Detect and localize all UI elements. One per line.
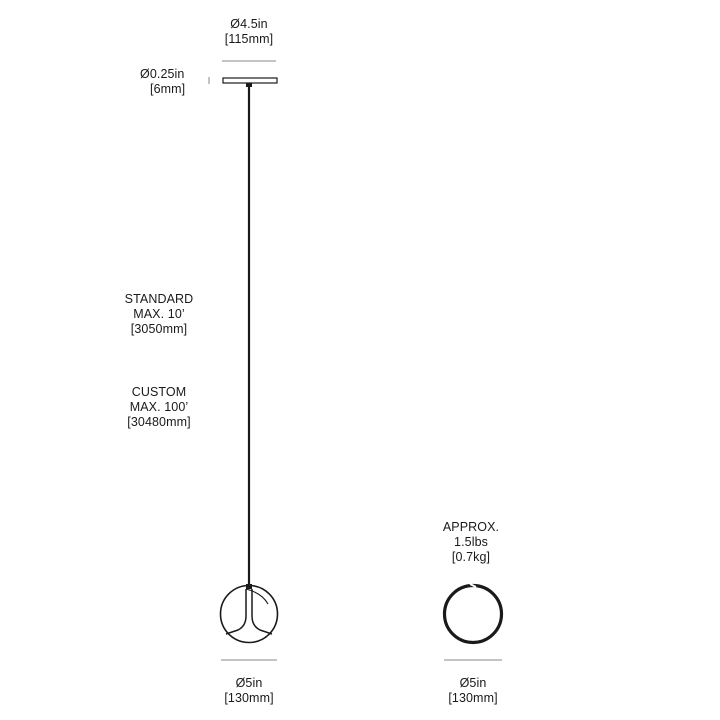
shade-side-diameter-in: Ø5in (459, 676, 487, 690)
standard-length-line2: MAX. 10’ (133, 307, 185, 321)
cable-diameter-mm: [6mm] (150, 82, 186, 96)
cable-diameter-in: Ø0.25in (140, 67, 185, 81)
shade-front-view (221, 586, 278, 643)
canopy-plate (223, 78, 277, 83)
shade-front-diameter-label (214, 676, 284, 706)
shade-side-diameter-label (438, 676, 508, 706)
weight-label (431, 520, 511, 565)
custom-length-label (114, 385, 204, 430)
standard-length-line1: STANDARD (124, 292, 194, 306)
canopy-diameter-in: Ø4.5in (230, 17, 268, 31)
shade-front-diameter-in: Ø5in (235, 676, 263, 690)
cable-diameter-label (140, 67, 202, 97)
standard-length-line3: [3050mm] (130, 322, 188, 336)
shade-side-diameter-mm: [130mm] (448, 691, 498, 705)
standard-length-label (114, 292, 204, 337)
shade-side-view (445, 584, 502, 643)
shade-front-diameter-mm: [130mm] (224, 691, 274, 705)
weight-line2: 1.5lbs (454, 535, 488, 549)
canopy-diameter-mm: [115mm] (224, 32, 274, 46)
weight-line1: APPROX. (442, 520, 500, 534)
custom-length-line2: MAX. 100’ (129, 400, 189, 414)
canopy-diameter-label (214, 17, 284, 47)
custom-length-line1: CUSTOM (131, 385, 187, 399)
custom-length-line3: [30480mm] (127, 415, 191, 429)
weight-line3: [0.7kg] (451, 550, 491, 564)
